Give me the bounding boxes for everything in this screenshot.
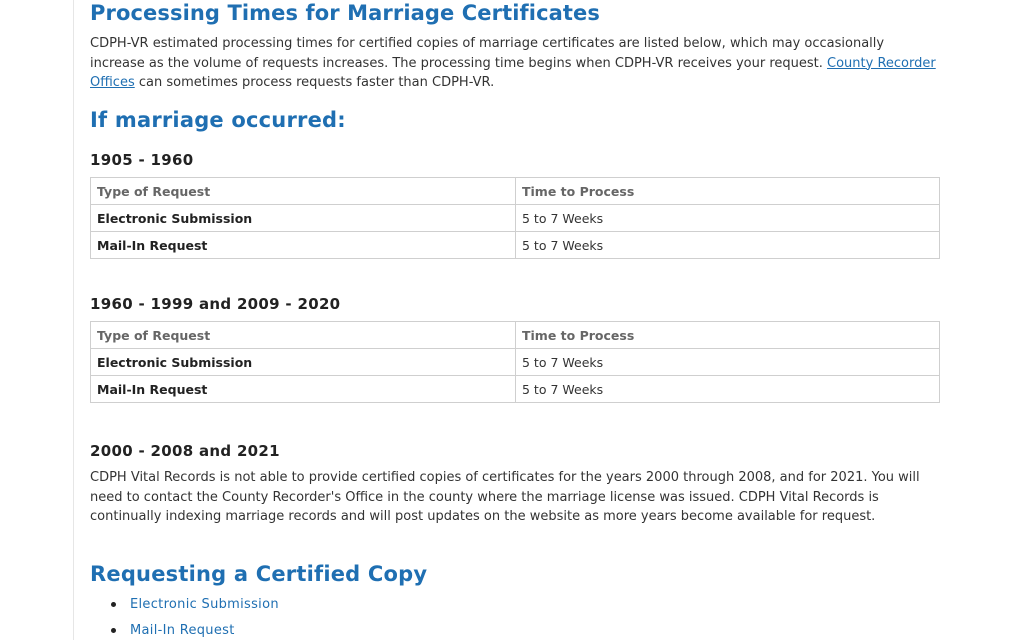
processing-time-cell: 5 to 7 Weeks xyxy=(516,349,940,376)
table-header-row xyxy=(91,322,940,349)
request-method-list xyxy=(90,596,279,640)
processing-time-cell: 5 to 7 Weeks xyxy=(516,376,940,403)
content-left-border xyxy=(73,0,74,640)
page-title: Processing Times for Marriage Certificates xyxy=(90,1,600,25)
requesting-certified-copy-heading: Requesting a Certified Copy xyxy=(90,562,428,586)
intro-paragraph xyxy=(90,34,940,93)
table-row xyxy=(91,349,940,376)
unavailable-years-paragraph: CDPH Vital Records is not able to provide certified copies of certificates for the years 2000 through 2008, and for 2021. You will need to contact the County Recorder's Office in the county where the marriage license was issued. CDPH Vital Records is continually indexing marriage records and will post updates on the website as more years become available for request. xyxy=(90,470,920,524)
mail-in-request-link[interactable]: Mail-In Request xyxy=(130,623,235,638)
column-header-type: Type of Request xyxy=(91,178,516,205)
request-type-cell: Electronic Submission xyxy=(91,205,516,232)
column-header-type: Type of Request xyxy=(91,322,516,349)
list-item xyxy=(130,596,279,622)
column-header-time: Time to Process xyxy=(516,178,940,205)
electronic-submission-link[interactable]: Electronic Submission xyxy=(130,597,279,612)
processing-times-table-1960-2020 xyxy=(90,321,940,403)
bullet-icon xyxy=(111,628,116,633)
range-heading-2000-2008-2021: 2000 - 2008 and 2021 xyxy=(90,442,280,460)
processing-time-cell: 5 to 7 Weeks xyxy=(516,205,940,232)
processing-times-table-1905-1960 xyxy=(90,177,940,259)
column-header-time: Time to Process xyxy=(516,322,940,349)
range-heading-1905-1960: 1905 - 1960 xyxy=(90,151,194,169)
marriage-occurred-heading: If marriage occurred: xyxy=(90,108,346,132)
range-heading-1960-2020: 1960 - 1999 and 2009 - 2020 xyxy=(90,295,341,313)
processing-time-cell: 5 to 7 Weeks xyxy=(516,232,940,259)
intro-text-end: can sometimes process requests faster than CDPH-VR. xyxy=(134,75,495,90)
intro-text-start: CDPH-VR estimated processing times for certified copies of marriage certificates are listed below, which may occasionally increase as the volume of requests increases. The processing time begins when CDPH-VR receives your request. xyxy=(90,36,885,71)
bullet-icon xyxy=(111,602,116,607)
table-row xyxy=(91,205,940,232)
table-row xyxy=(91,376,940,403)
request-type-cell: Electronic Submission xyxy=(91,349,516,376)
list-item xyxy=(130,622,279,640)
request-type-cell: Mail-In Request xyxy=(91,232,516,259)
table-row xyxy=(91,232,940,259)
county-recorder-offices-link[interactable]: County Recorder Offices xyxy=(90,55,936,90)
table-header-row xyxy=(91,178,940,205)
request-type-cell: Mail-In Request xyxy=(91,376,516,403)
